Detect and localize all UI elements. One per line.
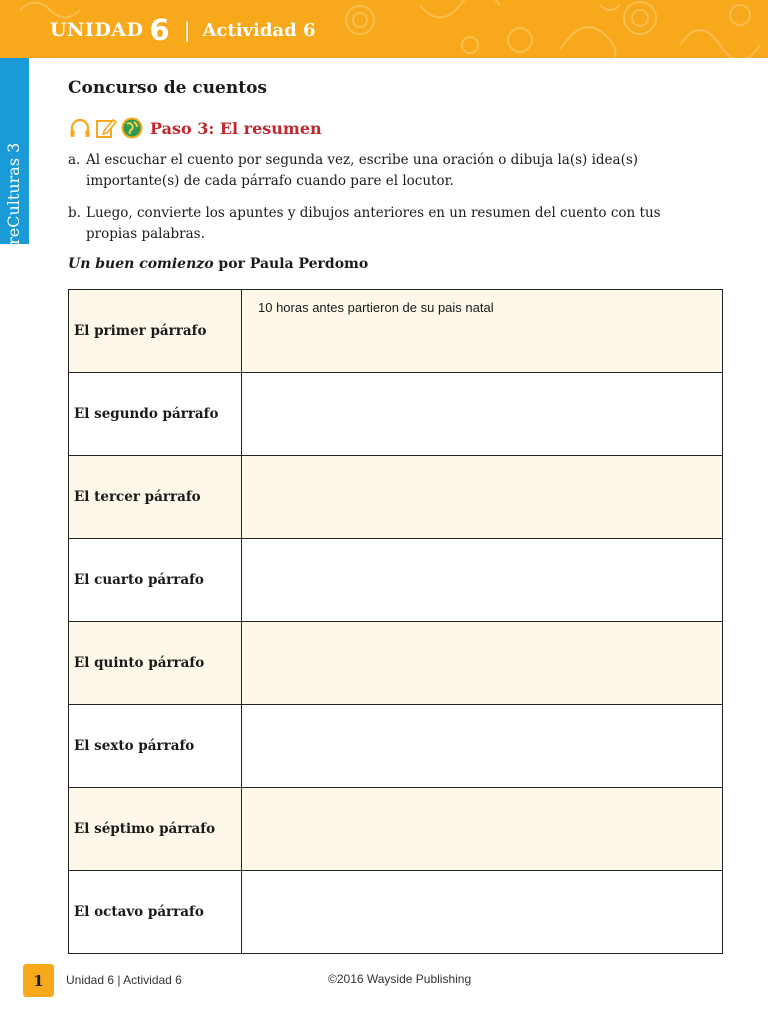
row-answer-field[interactable] — [242, 788, 722, 870]
unit-label: UNIDAD — [50, 19, 144, 41]
step-title: Paso 3: El resumen — [150, 118, 322, 138]
unit-number: 6 — [149, 13, 170, 47]
row-label: El cuarto párrafo — [69, 539, 242, 621]
summary-table — [68, 289, 723, 954]
instructions-list — [68, 150, 708, 256]
instruction-b — [68, 203, 708, 245]
globe-icon — [120, 116, 144, 140]
table-row — [69, 456, 722, 539]
story-title: Un buen comienzo — [68, 256, 214, 272]
page-header — [0, 0, 768, 58]
side-tab — [0, 58, 29, 274]
row-answer-field[interactable] — [242, 456, 722, 538]
row-answer-field[interactable] — [242, 622, 722, 704]
footer-unit-activity: Unidad 6 | Actividad 6 — [66, 973, 182, 987]
section-title: Concurso de cuentos — [68, 78, 267, 98]
instruction-text: Luego, convierte los apuntes y dibujos anteriores en un resumen del cuento con tus propias palabras. — [86, 205, 661, 242]
row-answer-field[interactable] — [242, 373, 722, 455]
row-label: El segundo párrafo — [69, 373, 242, 455]
header-separator: | — [183, 18, 191, 42]
activity-label: Actividad 6 — [202, 19, 316, 41]
headphones-icon — [68, 116, 92, 140]
story-heading — [68, 256, 368, 272]
page-number-badge: 1 — [23, 964, 54, 997]
row-label: El sexto párrafo — [69, 705, 242, 787]
table-row — [69, 788, 722, 871]
story-byline: por Paula Perdomo — [213, 256, 369, 272]
instruction-text: Al escuchar el cuento por segunda vez, escribe una oración o dibuja la(s) idea(s) importante(s) de cada párrafo cuando pare el locutor. — [86, 152, 639, 189]
table-row — [69, 373, 722, 456]
table-row — [69, 871, 722, 953]
table-row — [69, 705, 722, 788]
instruction-letter: b. — [68, 205, 81, 221]
row-label: El séptimo párrafo — [69, 788, 242, 870]
row-label: El primer párrafo — [69, 290, 242, 372]
row-answer-field[interactable] — [242, 871, 722, 953]
table-row — [69, 539, 722, 622]
instruction-letter: a. — [68, 152, 81, 168]
pencil-paper-icon — [94, 116, 118, 140]
row-answer-field[interactable] — [242, 705, 722, 787]
footer-copyright: ©2016 Wayside Publishing — [328, 972, 472, 986]
row-label: El tercer párrafo — [69, 456, 242, 538]
row-answer-field[interactable] — [242, 539, 722, 621]
row-label: El quinto párrafo — [69, 622, 242, 704]
step-heading — [68, 116, 322, 140]
table-row — [69, 622, 722, 705]
instruction-a — [68, 150, 708, 192]
page-footer — [0, 964, 768, 998]
table-row — [69, 290, 722, 373]
row-answer-field[interactable]: 10 horas antes partieron de su pais natal — [258, 300, 494, 315]
row-label: El octavo párrafo — [69, 871, 242, 953]
side-tab-label: EntreCulturas 3 — [4, 142, 23, 274]
header-title — [50, 12, 315, 48]
